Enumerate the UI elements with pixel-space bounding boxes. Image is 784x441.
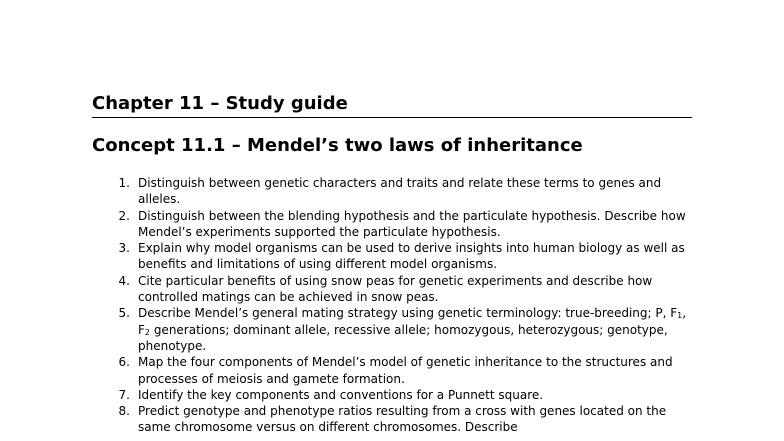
list-item-number: 6.: [118, 355, 130, 370]
list-item-number: 8.: [118, 404, 130, 419]
chapter-title: Chapter 11 – Study guide: [92, 93, 348, 114]
list-item: [92, 305, 692, 354]
list-item-text: Identify the key components and conventions for a Punnett square.: [138, 387, 544, 402]
list-item: [92, 240, 692, 273]
list-item-text-part: generations; dominant allele, recessive allele; homozygous, heterozygous; genotype, phenotype.: [138, 322, 668, 353]
list-item: [92, 273, 692, 306]
list-item: [92, 354, 692, 387]
list-item-text-part: , F: [138, 306, 687, 337]
list-item-text: Map the four components of Mendel’s model of genetic inheritance to the structures and processes of meiosis and gamete formation.: [138, 355, 673, 386]
list-item-text: Distinguish between the blending hypothesis and the particulate hypothesis. Describe how Mendel’s experiments supported the particulate hypothesis.: [138, 208, 686, 239]
list-item-number: 5.: [118, 306, 130, 321]
list-item-number: 7.: [118, 387, 130, 402]
subscript: 2: [144, 327, 150, 337]
list-item-text: [138, 306, 686, 353]
list-item-text: Predict genotype and phenotype ratios resulting from a cross with genes located on the same chromosome versus on different chromosomes. Describe: [138, 404, 667, 435]
list-item-number: 2.: [118, 208, 130, 223]
list-item-number: 4.: [118, 273, 130, 288]
list-item: [92, 175, 692, 208]
learning-objectives-list: [92, 175, 692, 436]
list-item-text: Explain why model organisms can be used to derive insights into human biology as well as benefits and limitations of using different model organisms.: [138, 241, 685, 272]
list-item: [92, 208, 692, 241]
list-item: [92, 403, 692, 436]
list-item-text: Distinguish between genetic characters and traits and relate these terms to genes and alleles.: [138, 176, 662, 207]
list-item-text-part: Describe Mendel’s general mating strategy using genetic terminology: true-breeding; P, F: [138, 306, 678, 321]
title-underline: [92, 117, 692, 118]
list-item-number: 1.: [118, 176, 130, 190]
list-item-number: 3.: [118, 241, 130, 256]
concept-title: Concept 11.1 – Mendel’s two laws of inheritance: [92, 135, 583, 156]
list-item-text: Cite particular benefits of using snow peas for genetic experiments and describe how controlled matings can be achieved in snow peas.: [138, 273, 653, 305]
list-item: [92, 387, 692, 403]
subscript: 1: [677, 311, 683, 321]
